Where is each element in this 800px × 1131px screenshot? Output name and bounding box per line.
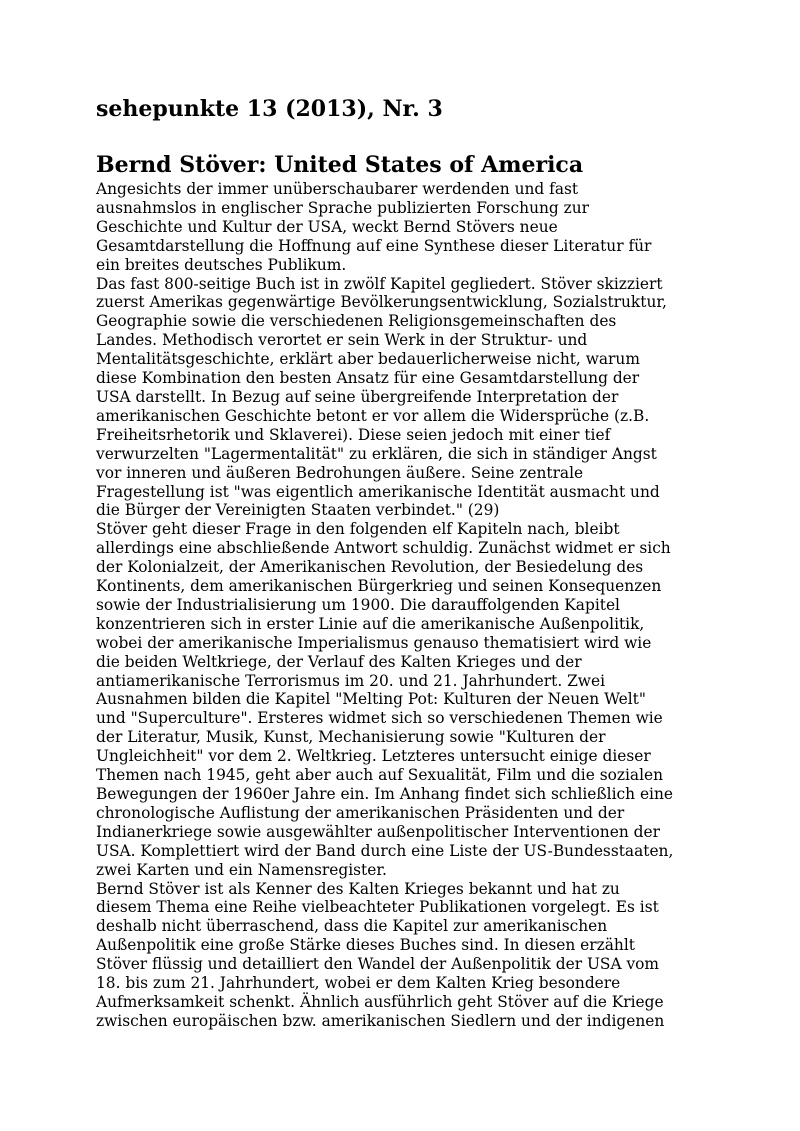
text-line: USA darstellt. In Bezug auf seine übergreifende Interpretation der [96, 387, 619, 406]
review-body [96, 180, 706, 1031]
text-line: deshalb nicht überraschend, dass die Kapitel zur amerikanischen [96, 917, 608, 936]
text-line: und "Superculture". Ersteres widmet sich so verschiedenen Themen wie [96, 709, 663, 728]
text-line: amerikanischen Geschichte betont er vor allem die Widersprüche (z.B. [96, 406, 650, 425]
text-line: Stöver flüssig und detailliert den Wandel der Außenpolitik der USA vom [96, 955, 660, 974]
text-line: diesem Thema eine Reihe vielbeachteter Publikationen vorgelegt. Es ist [96, 898, 659, 917]
paragraph [96, 520, 706, 879]
text-line: Bernd Stöver ist als Kenner des Kalten Krieges bekannt und hat zu [96, 879, 620, 898]
paragraph [96, 180, 706, 275]
text-line: Landes. Methodisch verortet er sein Werk in der Struktur- und [96, 331, 588, 350]
text-line: Ungleichheit" vor dem 2. Weltkrieg. Letzteres untersucht einige dieser [96, 747, 651, 766]
document-page [96, 94, 706, 1031]
text-line: chronologische Auflistung der amerikanischen Präsidenten und der [96, 803, 625, 822]
text-line: Indianerkriege sowie ausgewählter außenpolitischer Interventionen der [96, 822, 660, 841]
text-line: Fragestellung ist "was eigentlich amerikanische Identität ausmacht und [96, 482, 660, 501]
text-line: Mentalitätsgeschichte, erklärt aber bedauerlicherweise nicht, warum [96, 350, 640, 369]
text-line: sowie der Industrialisierung um 1900. Die darauffolgenden Kapitel [96, 595, 620, 614]
text-line: Bewegungen der 1960er Jahre ein. Im Anhang findet sich schließlich eine [96, 785, 673, 803]
text-line: zwei Karten und ein Namensregister. [96, 860, 387, 879]
text-line: Stöver geht dieser Frage in den folgenden elf Kapiteln nach, bleibt [96, 520, 620, 539]
text-line: Aufmerksamkeit schenkt. Ähnlich ausführlich geht Stöver auf die Kriege [96, 992, 664, 1011]
text-line: allerdings eine abschließende Antwort schuldig. Zunächst widmet er sich [96, 539, 671, 558]
text-line: konzentrieren sich in erster Linie auf die amerikanische Außenpolitik, [96, 614, 645, 633]
text-line: 18. bis zum 21. Jahrhundert, wobei er dem Kalten Krieg besondere [96, 974, 621, 993]
text-line: die beiden Weltkriege, der Verlauf des Kalten Krieges und der [96, 652, 582, 671]
paragraph [96, 275, 706, 521]
text-line: der Kolonialzeit, der Amerikanischen Revolution, der Besiedelung des [96, 558, 644, 577]
text-line: diese Kombination den besten Ansatz für eine Gesamtdarstellung der [96, 369, 640, 388]
text-line: Angesichts der immer unüberschaubarer werdenden und fast [96, 180, 579, 198]
paragraph [96, 880, 706, 1031]
text-line: USA. Komplettiert wird der Band durch eine Liste der US-Bundesstaaten, [96, 841, 674, 860]
text-line: der Literatur, Musik, Kunst, Mechanisierung sowie "Kulturen der [96, 728, 606, 747]
text-line: Außenpolitik eine große Stärke dieses Buches sind. In diesen erzählt [96, 936, 635, 955]
journal-heading: sehepunkte 13 (2013), Nr. 3 [96, 96, 443, 122]
text-line: Gesamtdarstellung die Hoffnung auf eine Synthese dieser Literatur für [96, 236, 652, 255]
text-line: Geographie sowie die verschiedenen Religionsgemeinschaften des [96, 312, 617, 331]
text-line: Das fast 800-seitige Buch ist in zwölf Kapitel gegliedert. Stöver skizziert [96, 274, 663, 293]
text-line: zuerst Amerikas gegenwärtige Bevölkerungsentwicklung, Sozialstruktur, [96, 293, 667, 312]
text-line: ausnahmslos in englischer Sprache publizierten Forschung zur [96, 198, 590, 217]
text-line: Geschichte und Kultur der USA, weckt Bernd Stövers neue [96, 217, 558, 236]
text-line: vor inneren und äußeren Bedrohungen äußere. Seine zentrale [96, 463, 584, 482]
text-line: antiamerikanische Terrorismus im 20. und 21. Jahrhundert. Zwei [96, 671, 606, 690]
text-line: die Bürger der Vereinigten Staaten verbindet." (29) [96, 501, 500, 520]
text-line: zwischen europäischen bzw. amerikanischen Siedlern und der indigenen [96, 1011, 665, 1030]
text-line: verwurzelten "Lagermentalität" zu erklären, die sich in ständiger Angst [96, 444, 657, 463]
text-line: Freiheitsrhetorik und Sklaverei). Diese seien jedoch mit einer tief [96, 425, 611, 444]
text-line: ein breites deutsches Publikum. [96, 255, 347, 274]
text-line: Kontinents, dem amerikanischen Bürgerkrieg und seinen Konsequenzen [96, 577, 662, 596]
text-line: wobei der amerikanische Imperialismus genauso thematisiert wird wie [96, 633, 652, 652]
text-line: Themen nach 1945, geht aber auch auf Sexualität, Film und die sozialen [96, 766, 664, 785]
review-title: Bernd Stöver: United States of America [96, 152, 584, 178]
text-line: Ausnahmen bilden die Kapitel "Melting Pot: Kulturen der Neuen Welt" [96, 690, 646, 709]
